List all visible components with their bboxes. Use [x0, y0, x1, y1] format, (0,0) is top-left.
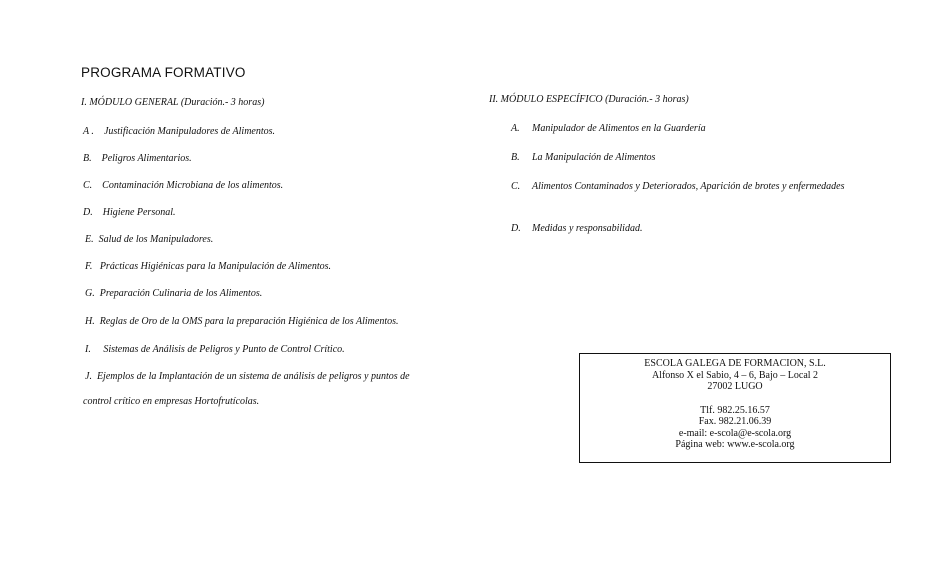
list-item-continuation: control crítico en empresas Hortofrutícolas. [83, 396, 260, 407]
item-label: J. [85, 371, 92, 382]
list-item [85, 344, 345, 355]
item-text: Preparación Culinaria de los Alimentos. [99, 288, 263, 299]
item-text: Justificación Manipuladores de Alimentos. [103, 126, 276, 137]
list-item [85, 234, 213, 245]
item-label: H. [85, 316, 95, 327]
item-label: D. [83, 207, 93, 218]
modulo-general-heading: I. MÓDULO GENERAL (Duración.- 3 horas) [81, 97, 265, 108]
item-text: Prácticas Higiénicas para la Manipulación de Alimentos. [99, 261, 332, 272]
item-text: Peligros Alimentarios. [101, 153, 192, 164]
list-item [83, 126, 275, 137]
list-item [85, 261, 331, 272]
item-label: A . [83, 126, 94, 137]
item-text: Ejemplos de la Implantación de un sistema de análisis de peligros y puntos de [96, 371, 410, 382]
list-item [83, 207, 176, 218]
item-text: La Manipulación de Alimentos [532, 152, 656, 163]
company-email: e-mail: e-scola@e-scola.org [678, 427, 792, 439]
document-title: PROGRAMA FORMATIVO [81, 65, 246, 80]
list-item [85, 288, 262, 299]
list-item [83, 180, 283, 191]
item-label: G. [85, 288, 95, 299]
item-label: C. [83, 180, 93, 191]
item-label: C. [511, 181, 521, 192]
item-label: I. [85, 344, 91, 355]
contact-box [579, 353, 891, 463]
list-item [83, 153, 192, 164]
item-text: Medidas y responsabilidad. [532, 223, 643, 234]
company-website: Página web: www.e-scola.org [675, 439, 795, 450]
list-item [85, 316, 399, 327]
item-text: Higiene Personal. [102, 207, 176, 218]
modulo-especifico-heading: II. MÓDULO ESPECÍFICO (Duración.- 3 horas) [489, 94, 689, 105]
item-text: Alimentos Contaminados y Deteriorados, Aparición de brotes y enfermedades [532, 181, 845, 192]
item-label: A. [511, 123, 520, 134]
item-label: E. [85, 234, 94, 245]
company-address: Alfonso X el Sabio, 4 – 6, Bajo – Local 2 [651, 369, 819, 381]
item-text: Manipulador de Alimentos en la Guardería [532, 123, 706, 134]
item-label: F. [85, 261, 93, 272]
item-text: Reglas de Oro de la OMS para la preparación Higiénica de los Alimentos. [99, 316, 399, 327]
item-text: Sistemas de Análisis de Peligros y Punto de Control Crítico. [103, 344, 345, 355]
item-text: Contaminación Microbiana de los alimentos. [102, 180, 284, 191]
list-item [85, 371, 410, 382]
item-text: Salud de los Manipuladores. [98, 234, 214, 245]
item-label: D. [511, 223, 521, 234]
item-label: B. [511, 152, 520, 163]
company-name: ESCOLA GALEGA DE FORMACION, S.L. [644, 358, 826, 369]
company-city: 27002 LUGO [707, 381, 763, 392]
item-label: B. [83, 153, 92, 164]
company-fax: Fax. 982.21.06.39 [698, 416, 772, 427]
company-phone: Tlf. 982.25.16.57 [700, 404, 770, 416]
